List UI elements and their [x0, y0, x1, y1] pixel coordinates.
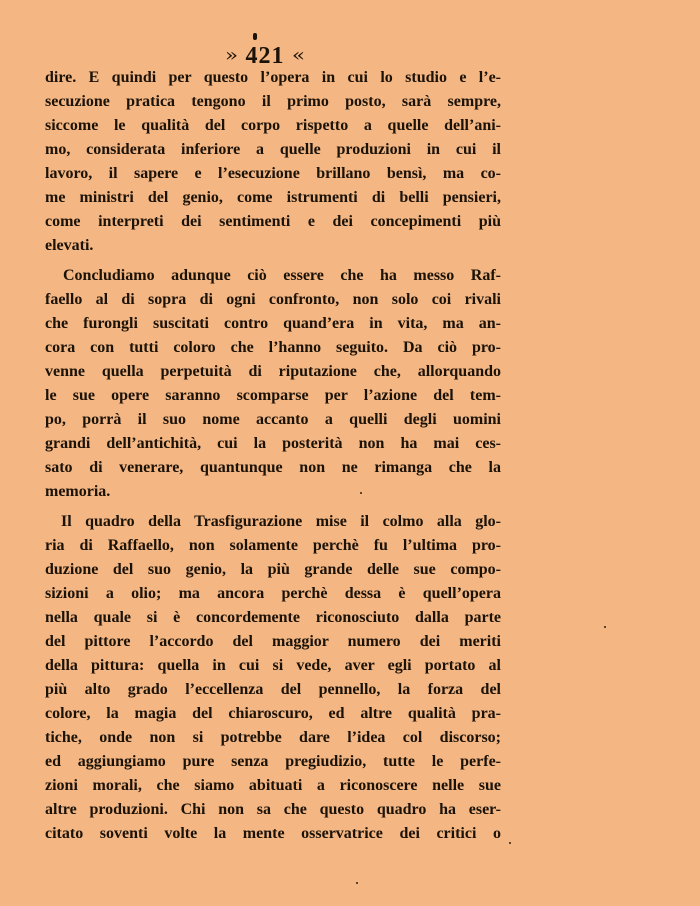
text-line: venne quella perpetuità di riputazione che, allorquando [45, 363, 501, 380]
text-line: sizioni a olio; ma ancora perchè dessa è quell’opera [45, 585, 501, 602]
text-line: grandi dell’antichità, cui la posterità non ha mai ces- [45, 435, 501, 452]
text-line: del pittore l’accordo del maggior numero dei meriti [45, 633, 501, 650]
text-line: ria di Raffaello, non solamente perchè fu l’ultima pro- [45, 537, 501, 554]
text-line: Concludiamo adunque ciò essere che ha messo Raf- [63, 267, 501, 284]
ink-speck [509, 842, 511, 844]
text-line: citato soventi volte la mente osservatrice dei critici o [45, 825, 501, 842]
text-line: lavoro, il sapere e l’esecuzione brillano bensì, ma co- [45, 165, 501, 182]
text-line: più alto grado l’eccellenza del pennello, la forza del [45, 681, 501, 698]
text-line: colore, la magia del chiaroscuro, ed altre qualità pra- [45, 705, 501, 722]
text-line: della pittura: quella in cui si vede, aver egli portato al [45, 657, 501, 674]
text-line: tiche, onde non si potrebbe dare l’idea col discorso; [45, 729, 501, 746]
ink-speck [356, 882, 358, 884]
text-line: po, porrà il suo nome accanto a quelli degli uomini [45, 411, 501, 428]
right-ornament: « [291, 45, 305, 66]
ink-mark [253, 33, 257, 40]
text-line: dire. E quindi per questo l’opera in cui lo studio e l’e- [45, 69, 501, 86]
page-number: 421 [245, 43, 285, 69]
paragraph-3 [45, 510, 501, 846]
text-line: faello al di sopra di ogni confronto, non solo coi rivali [45, 291, 501, 308]
text-line: cora con tutti coloro che l’hanno seguito. Da ciò pro- [45, 339, 501, 356]
text-line: memoria. [45, 483, 111, 500]
text-line: siccome le qualità del corpo rispetto a quelle dell’ani- [45, 117, 501, 134]
text-line: che furongli suscitati contro quand’era in vita, ma an- [45, 315, 501, 332]
text-line: ed aggiungiamo pure senza pregiudizio, tutte le perfe- [45, 753, 501, 770]
ink-speck [604, 626, 606, 628]
paragraph-1 [45, 66, 501, 258]
text-line: le sue opere saranno scomparse per l’azione del tem- [45, 387, 501, 404]
text-line: duzione del suo genio, la più grande delle sue compo- [45, 561, 501, 578]
text-line: sato di venerare, quantunque non ne rimanga che la [45, 459, 501, 476]
text-line: elevati. [45, 237, 94, 254]
text-line: mo, considerata inferiore a quelle produzioni in cui il [45, 141, 501, 158]
text-line: altre produzioni. Chi non sa che questo quadro ha eser- [45, 801, 501, 818]
page-text [45, 66, 501, 846]
text-line: come interpreti dei sentimenti e dei concepimenti più [45, 213, 501, 230]
text-line: secuzione pratica tengono il primo posto, sarà sempre, [45, 93, 501, 110]
text-line: me ministri del genio, come istrumenti di belli pensieri, [45, 189, 501, 206]
paragraph-2 [45, 264, 501, 504]
text-line: Il quadro della Trasfigurazione mise il colmo alla glo- [61, 513, 501, 530]
left-ornament: » [225, 45, 239, 66]
ink-speck [360, 492, 362, 494]
text-line: zioni morali, che siamo abituati a riconoscere nelle sue [45, 777, 501, 794]
text-line: nella quale si è concordemente riconosciuto dalla parte [45, 609, 501, 626]
